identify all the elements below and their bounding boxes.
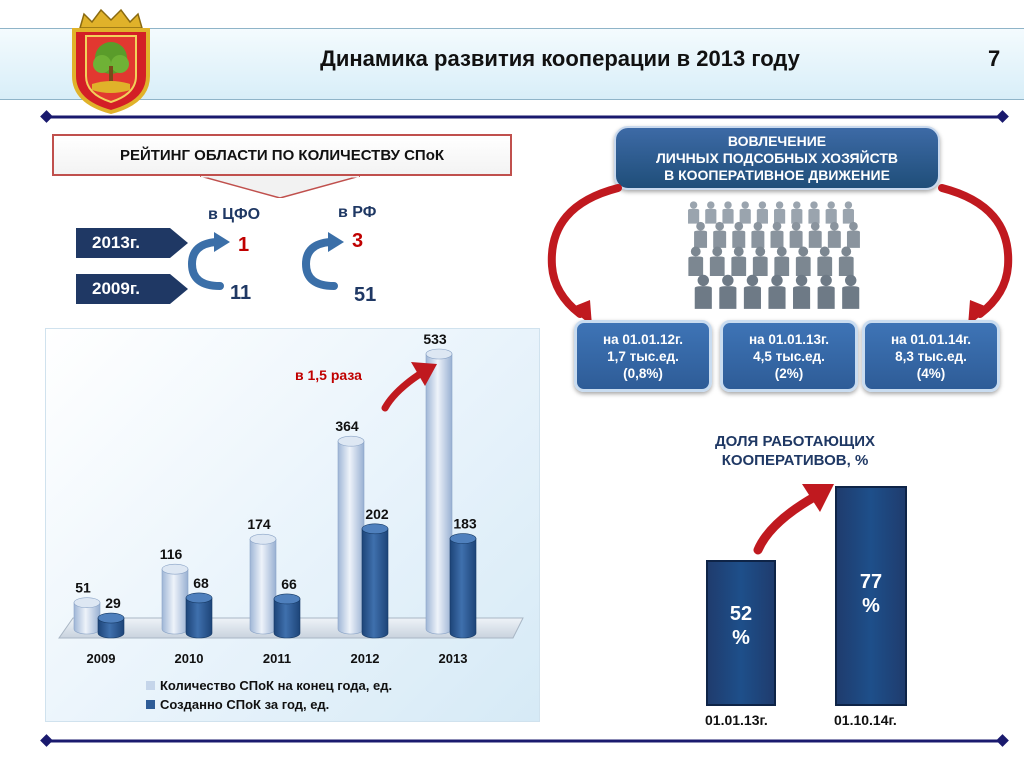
x-tick-label-2011: 2011 xyxy=(262,651,292,666)
involvement-title-line3: В КООПЕРАТИВНОЕ ДВИЖЕНИЕ xyxy=(664,166,890,183)
curved-arrow-icon xyxy=(300,230,346,292)
person-icon xyxy=(710,247,725,277)
red-curved-arrow-icon xyxy=(540,176,630,328)
person-icon xyxy=(751,222,764,248)
year-tag-2013-label: 2013г. xyxy=(92,233,140,252)
person-icon xyxy=(719,275,736,309)
person-icon xyxy=(826,201,837,223)
person-icon xyxy=(774,201,785,223)
share-date-2013: 01.01.13г. xyxy=(705,712,768,728)
share-date-2014: 01.10.14г. xyxy=(834,712,897,728)
person-icon xyxy=(809,222,822,248)
legend-label-created: Созданно СПоК за год, ед. xyxy=(160,697,330,712)
data-label-created-2012: 202 xyxy=(365,505,389,522)
bar-cap-created-2013 xyxy=(450,534,476,544)
person-icon xyxy=(731,247,746,277)
bar-cap-total-2012 xyxy=(338,436,364,446)
rating-title-box xyxy=(52,134,512,176)
legend-swatch-created xyxy=(146,700,155,709)
top-divider xyxy=(40,110,1010,124)
rank-cfo-2009: 11 xyxy=(230,282,252,304)
person-icon xyxy=(753,247,768,277)
bar-cap-created-2009 xyxy=(98,613,124,623)
person-icon xyxy=(722,201,733,223)
person-icon xyxy=(842,275,859,309)
involvement-title-box xyxy=(614,126,940,190)
data-label-created-2009: 29 xyxy=(105,595,121,612)
red-curved-arrow-icon xyxy=(930,176,1020,328)
x-tick-label-2012: 2012 xyxy=(350,651,380,666)
bar-total-2013 xyxy=(426,354,452,634)
curved-arrow-icon xyxy=(186,230,232,292)
share-bar-value: 52 xyxy=(729,603,753,625)
legend-item-total xyxy=(146,678,392,693)
data-label-total-2011: 174 xyxy=(247,516,271,533)
person-icon xyxy=(744,275,761,309)
person-icon xyxy=(817,247,832,277)
person-icon xyxy=(732,222,745,248)
bar-cap-total-2009 xyxy=(74,598,100,608)
person-icon xyxy=(793,275,810,309)
legend-swatch-total xyxy=(146,681,155,690)
year-tag-2009-label: 2009г. xyxy=(92,279,140,298)
bar-cap-total-2010 xyxy=(162,564,188,574)
share-bar-2013 xyxy=(706,560,776,706)
data-label-created-2011: 66 xyxy=(281,575,297,592)
bar-created-2012 xyxy=(362,529,388,638)
bar-created-2010 xyxy=(186,598,212,638)
x-tick-label-2013: 2013 xyxy=(438,651,468,666)
person-icon xyxy=(790,222,803,248)
involvement-box-2014 xyxy=(862,320,1000,392)
person-icon xyxy=(768,275,785,309)
year-tag-2013 xyxy=(76,228,188,258)
person-icon xyxy=(808,201,819,223)
person-icon xyxy=(694,222,707,248)
share-title xyxy=(650,432,940,470)
involvement-title-line2: ЛИЧНЫХ ПОДСОБНЫХ ХОЗЯЙСТВ xyxy=(655,149,899,166)
bottom-divider xyxy=(40,734,1010,748)
page-number: 7 xyxy=(988,46,1001,71)
page-title: Динамика развития кооперации в 2013 году xyxy=(320,46,800,71)
chart-annotation: в 1,5 раза xyxy=(295,367,362,383)
x-tick-label-2009: 2009 xyxy=(86,651,116,666)
involvement-box-pct: (0,8%) xyxy=(623,365,663,381)
legend-item-created xyxy=(146,697,329,712)
x-tick-label-2010: 2010 xyxy=(174,651,204,666)
col-head-cfo: в ЦФО xyxy=(208,206,261,223)
data-label-total-2009: 51 xyxy=(75,579,91,596)
rating-title: РЕЙТИНГ ОБЛАСТИ ПО КОЛИЧЕСТВУ СПоК xyxy=(119,146,445,164)
growth-arrow-icon xyxy=(385,372,423,408)
person-icon xyxy=(740,201,751,223)
data-label-created-2013: 183 xyxy=(453,515,477,532)
coat-of-arms-icon xyxy=(66,6,156,116)
share-title-line1: ДОЛЯ РАБОТАЮЩИХ xyxy=(714,433,875,450)
data-label-created-2010: 68 xyxy=(193,574,209,591)
involvement-box-2012 xyxy=(574,320,712,392)
legend-label-total: Количество СПоК на конец года, ед. xyxy=(160,678,393,693)
bar-created-2011 xyxy=(274,599,300,638)
involvement-box-date: на 01.01.14г. xyxy=(891,331,971,347)
data-label-total-2013: 533 xyxy=(423,331,447,347)
person-icon xyxy=(828,222,841,248)
person-icon xyxy=(713,222,726,248)
person-icon xyxy=(688,201,699,223)
involvement-box-2013 xyxy=(720,320,858,392)
rank-rf-2009: 51 xyxy=(354,284,377,306)
bar-total-2012 xyxy=(338,441,364,634)
person-icon xyxy=(705,201,716,223)
spok-bar-chart xyxy=(45,328,540,722)
person-icon xyxy=(757,201,768,223)
bar-cap-total-2011 xyxy=(250,534,276,544)
involvement-box-value: 1,7 тыс.ед. xyxy=(607,348,679,364)
share-bar-unit: % xyxy=(862,595,880,617)
person-icon xyxy=(688,247,703,277)
data-label-total-2012: 364 xyxy=(335,418,359,435)
person-icon xyxy=(796,247,811,277)
year-tag-2009 xyxy=(76,274,188,304)
involvement-box-pct: (2%) xyxy=(774,365,804,381)
person-icon xyxy=(695,275,712,309)
col-head-rf: в РФ xyxy=(338,204,377,221)
person-icon xyxy=(771,222,784,248)
person-icon xyxy=(774,247,789,277)
share-bar-value: 77 xyxy=(859,571,883,593)
share-bar-unit: % xyxy=(732,627,750,649)
bar-cap-total-2013 xyxy=(426,349,452,359)
involvement-box-date: на 01.01.13г. xyxy=(749,331,829,347)
share-title-line2: КООПЕРАТИВОВ, % xyxy=(721,452,869,469)
growth-arrow-icon xyxy=(750,478,840,558)
rank-rf-2013: 3 xyxy=(352,230,364,252)
person-icon xyxy=(791,201,802,223)
data-label-total-2010: 116 xyxy=(159,546,183,563)
share-bar-2014 xyxy=(835,486,907,706)
involvement-box-value: 4,5 тыс.ед. xyxy=(753,348,825,364)
bar-total-2010 xyxy=(162,569,188,634)
rating-pointer xyxy=(200,176,360,198)
bar-cap-created-2010 xyxy=(186,593,212,603)
bar-cap-created-2012 xyxy=(362,524,388,534)
person-icon xyxy=(839,247,854,277)
person-icon xyxy=(818,275,835,309)
involvement-box-value: 8,3 тыс.ед. xyxy=(895,348,967,364)
involvement-box-date: на 01.01.12г. xyxy=(603,331,683,347)
person-icon xyxy=(847,222,860,248)
rank-cfo-2013: 1 xyxy=(238,234,250,256)
bar-cap-created-2011 xyxy=(274,594,300,604)
involvement-title-line1: ВОВЛЕЧЕНИЕ xyxy=(727,132,827,149)
involvement-box-pct: (4%) xyxy=(916,365,946,381)
bar-created-2013 xyxy=(450,539,476,638)
person-icon xyxy=(843,201,854,223)
crowd-people-icon xyxy=(688,196,860,318)
bar-total-2011 xyxy=(250,539,276,634)
